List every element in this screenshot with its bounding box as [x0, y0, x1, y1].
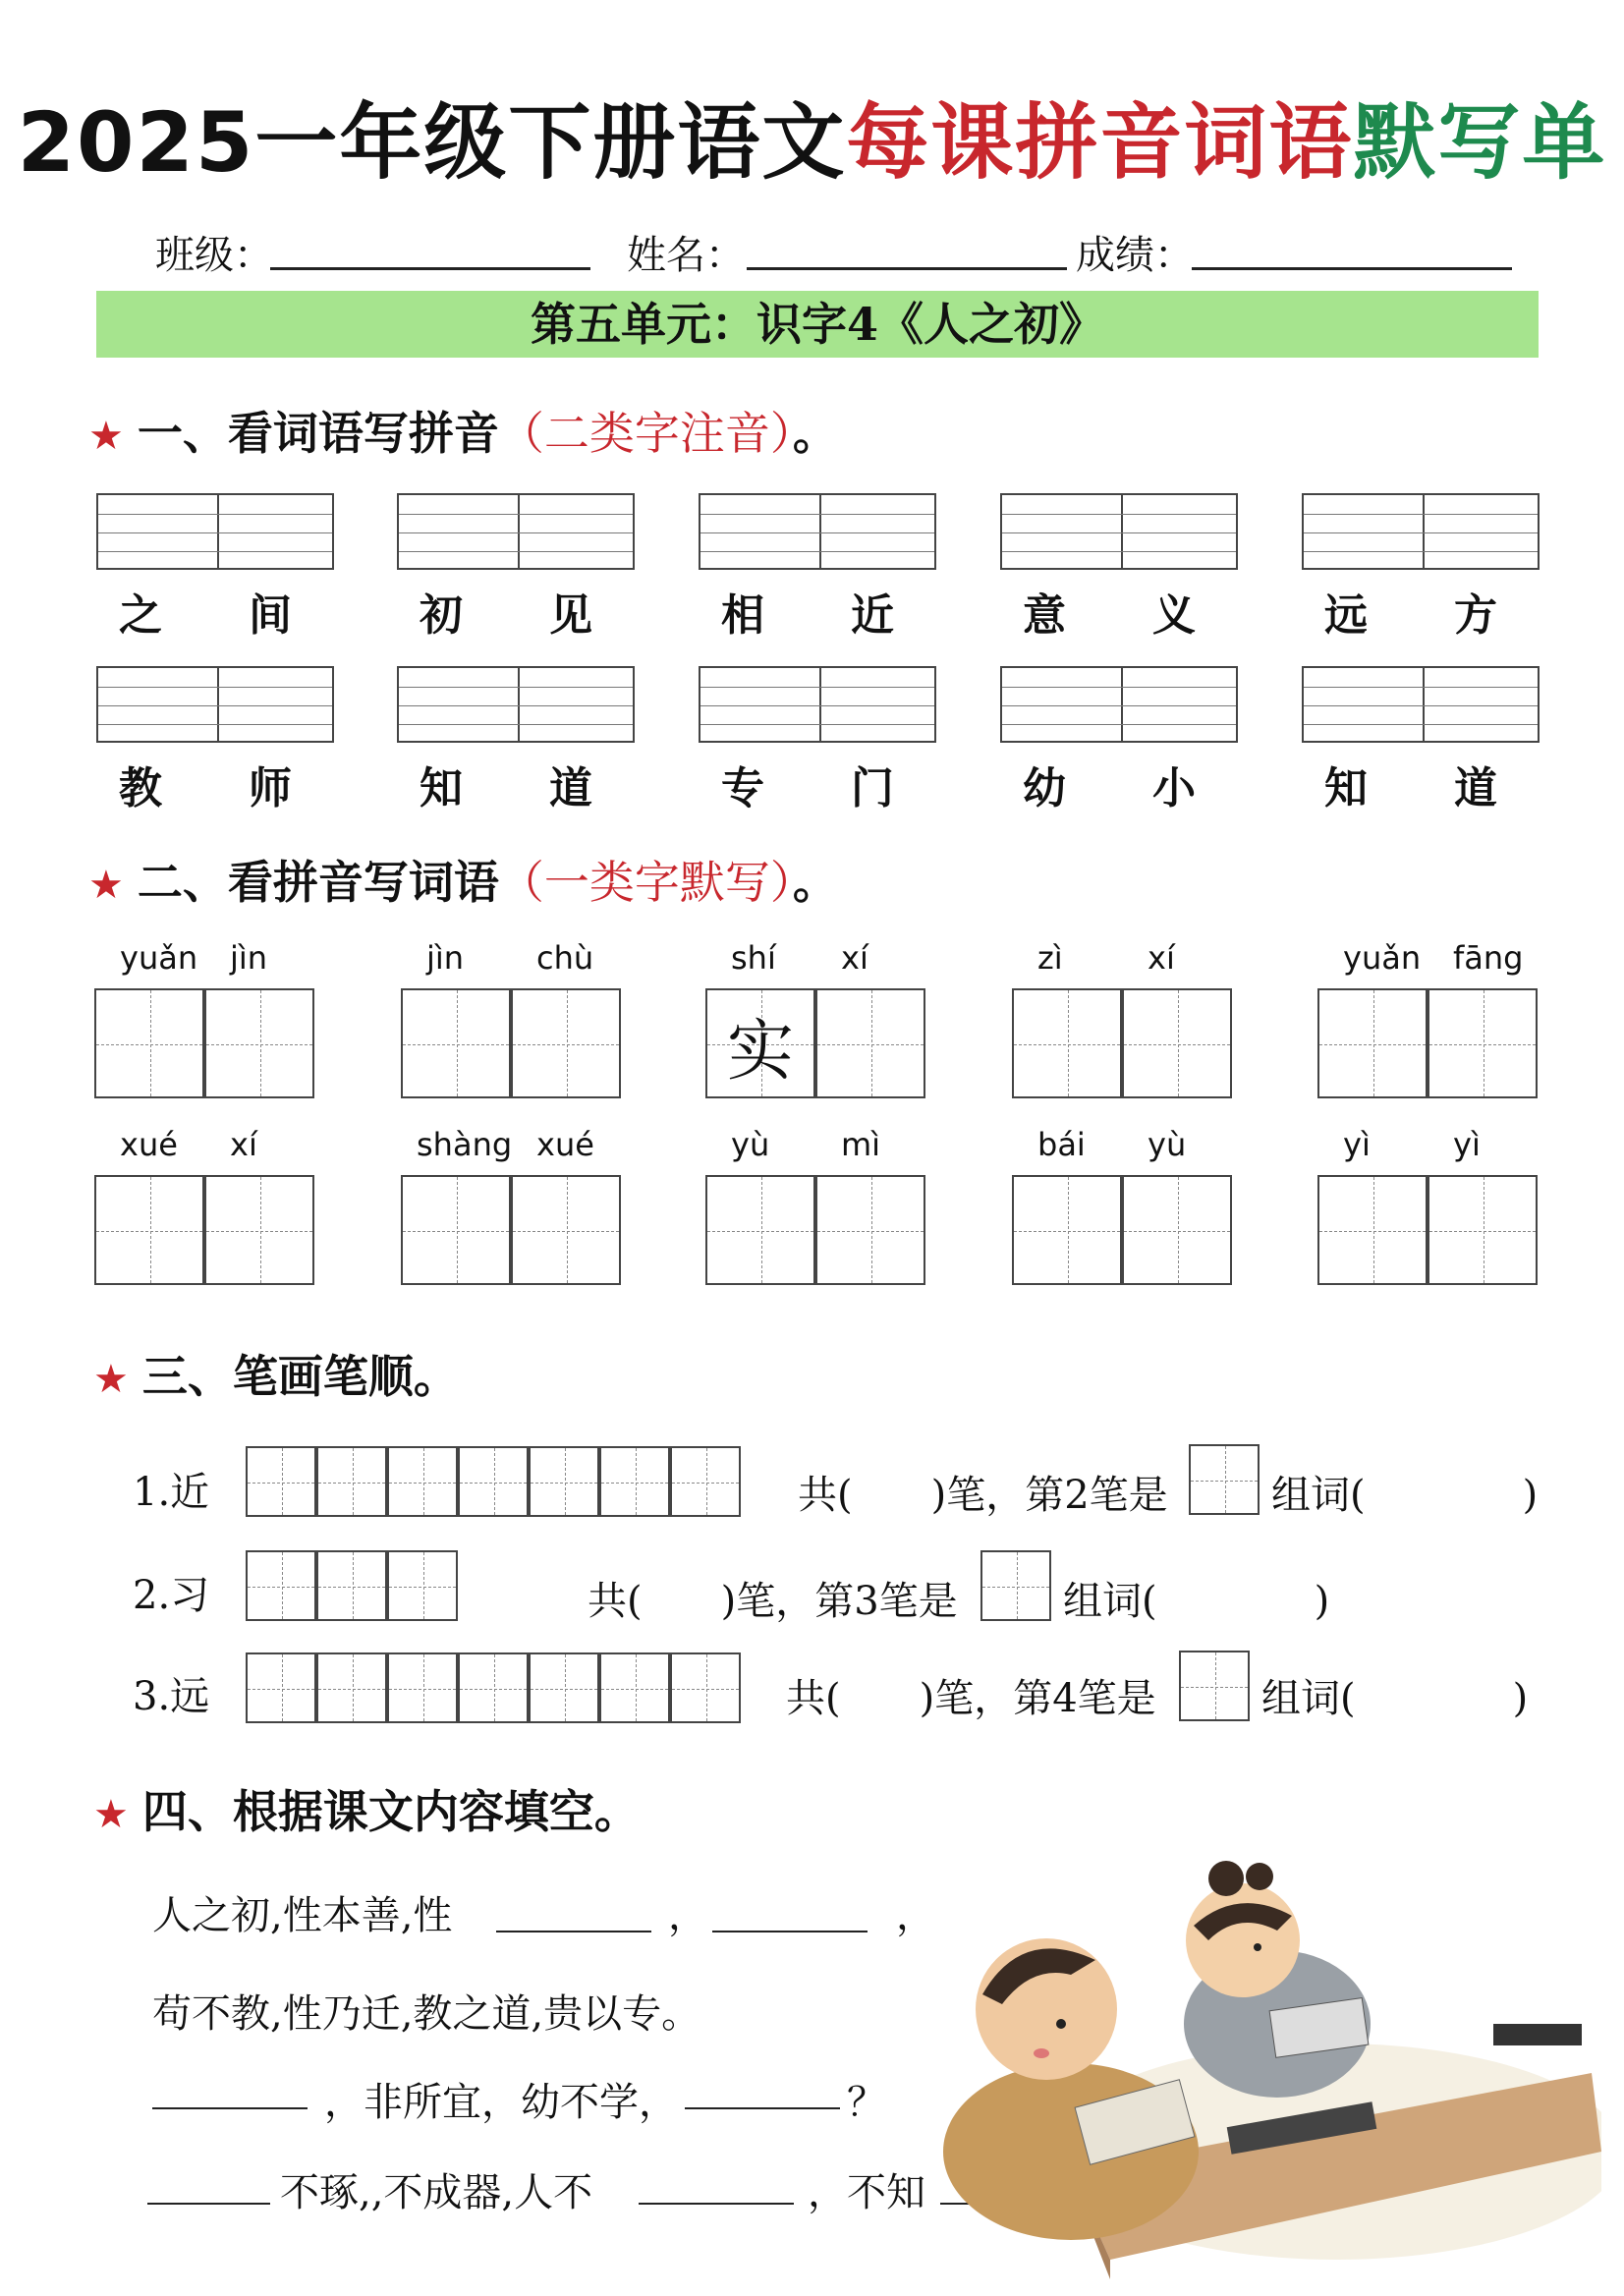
stroke-box[interactable] — [316, 1652, 387, 1723]
class-label: 班级： — [155, 233, 273, 278]
word-blank: 组词( ) — [1261, 1676, 1529, 1721]
word-char: 意 — [1023, 590, 1066, 641]
tianzige-box[interactable] — [94, 1175, 204, 1285]
tianzige-box[interactable] — [204, 988, 314, 1098]
stroke-row-label: 3.远 — [133, 1674, 210, 1719]
tianzige-box[interactable] — [204, 1175, 314, 1285]
pinyin-label: yì — [1453, 1126, 1481, 1163]
title-part-2: 每课拼音词语 — [846, 94, 1354, 191]
stroke-box[interactable] — [458, 1446, 529, 1517]
star-icon: ★ — [93, 1357, 129, 1402]
stroke-box[interactable] — [387, 1652, 458, 1723]
section1-heading: ★ 一、看词语写拼音（二类字注音）。 — [88, 407, 838, 460]
word-char: 门 — [851, 763, 894, 813]
tianzige-box[interactable] — [1012, 1175, 1122, 1285]
pinyin-answer-grid[interactable] — [1302, 666, 1540, 743]
stroke-box[interactable] — [529, 1652, 599, 1723]
star-icon: ★ — [88, 863, 124, 908]
unit-banner: 第五单元：识字4《人之初》 — [96, 291, 1539, 358]
tianzige-box[interactable] — [1317, 988, 1428, 1098]
tianzige-box[interactable] — [815, 988, 925, 1098]
word-char: 专 — [721, 763, 764, 813]
pinyin-label: jìn — [426, 939, 465, 977]
poem-line-2: 苟不教,性乃迁,教之道,贵以专。 — [152, 1991, 701, 2037]
punctuation: ？ — [847, 2080, 886, 2125]
punctuation: ， — [896, 1893, 935, 1938]
pinyin-label: mì — [841, 1126, 881, 1163]
word-char: 远 — [1324, 590, 1368, 641]
tianzige-box[interactable] — [705, 1175, 815, 1285]
pinyin-label: yuǎn — [120, 939, 198, 977]
pinyin-label: shàng — [417, 1126, 513, 1163]
stroke-box[interactable] — [529, 1446, 599, 1517]
section3-heading: ★ 三、笔画笔顺。 — [93, 1350, 459, 1403]
pinyin-label: yù — [731, 1126, 770, 1163]
poem-blank[interactable] — [496, 1931, 651, 1932]
pinyin-label: xí — [230, 1126, 257, 1163]
score-field[interactable] — [1192, 267, 1512, 270]
poem-blank[interactable] — [712, 1931, 868, 1932]
word-char: 之 — [119, 590, 162, 641]
poem-line-3: ，非所宜，幼不学， — [324, 2080, 678, 2125]
pinyin-label: xué — [120, 1126, 178, 1163]
section2-heading: ★ 二、看拼音写词语（一类字默写）。 — [88, 856, 838, 909]
tianzige-box[interactable] — [511, 1175, 621, 1285]
poem-blank[interactable] — [147, 2203, 270, 2205]
stroke-box[interactable] — [246, 1550, 316, 1621]
stroke-box[interactable] — [599, 1446, 670, 1517]
title-part-3: 默写单 — [1353, 94, 1607, 191]
star-icon: ★ — [93, 1792, 129, 1837]
stroke-answer-box[interactable] — [1189, 1444, 1260, 1515]
pinyin-label: xí — [841, 939, 868, 977]
page-title — [0, 77, 1624, 196]
stroke-answer-box[interactable] — [980, 1550, 1051, 1621]
pinyin-label: chù — [536, 939, 594, 977]
stroke-box[interactable] — [316, 1446, 387, 1517]
pinyin-answer-grid[interactable] — [1000, 493, 1238, 570]
poem-blank[interactable] — [639, 2203, 794, 2205]
stroke-box[interactable] — [387, 1446, 458, 1517]
stroke-box[interactable] — [599, 1652, 670, 1723]
poem-blank[interactable] — [685, 2107, 840, 2109]
poem-blank[interactable] — [152, 2107, 308, 2109]
word-char: 知 — [420, 763, 463, 813]
stroke-box[interactable] — [458, 1652, 529, 1723]
word-char: 相 — [721, 590, 764, 641]
tianzige-box[interactable] — [1428, 1175, 1538, 1285]
pinyin-label: bái — [1037, 1126, 1086, 1163]
word-char: 初 — [420, 590, 463, 641]
children-reading-illustration — [914, 1857, 1601, 2279]
word-char: 义 — [1152, 590, 1196, 641]
stroke-box[interactable] — [670, 1446, 741, 1517]
stroke-box[interactable] — [246, 1446, 316, 1517]
stroke-box[interactable] — [246, 1652, 316, 1723]
tianzige-box[interactable] — [815, 1175, 925, 1285]
poem-line-4: 不琢,,不成器,人不 — [280, 2170, 593, 2215]
pinyin-label: shí — [731, 939, 776, 977]
name-label: 姓名： — [627, 233, 745, 278]
punctuation: ， — [668, 1893, 707, 1938]
title-part-1: 2025一年级下册语文 — [17, 94, 847, 191]
pinyin-label: xué — [536, 1126, 594, 1163]
tianzige-box[interactable] — [1317, 1175, 1428, 1285]
stroke-answer-box[interactable] — [1179, 1651, 1250, 1721]
word-char: 幼 — [1023, 763, 1066, 813]
pinyin-answer-grid[interactable] — [397, 666, 635, 743]
stroke-total: 共( )笔，第4笔是 — [786, 1676, 1156, 1721]
word-char: 师 — [249, 763, 292, 813]
word-char: 教 — [119, 763, 162, 813]
tianzige-box[interactable] — [705, 988, 815, 1098]
tianzige-box[interactable] — [1122, 1175, 1232, 1285]
word-char: 道 — [549, 763, 592, 813]
section4-heading: ★ 四、根据课文内容填空。 — [93, 1785, 640, 1838]
pinyin-answer-grid[interactable] — [699, 666, 936, 743]
stroke-total: 共( )笔，第3笔是 — [588, 1579, 958, 1624]
word-char: 间 — [249, 590, 292, 641]
pinyin-label: zì — [1037, 939, 1063, 977]
stroke-box[interactable] — [316, 1550, 387, 1621]
stroke-total: 共( )笔，第2笔是 — [798, 1473, 1168, 1518]
word-char: 知 — [1324, 763, 1368, 813]
stroke-row-label: 2.习 — [133, 1573, 210, 1618]
tianzige-box[interactable] — [1122, 988, 1232, 1098]
class-field[interactable] — [270, 267, 590, 270]
pinyin-label: yù — [1148, 1126, 1187, 1163]
stroke-row-label: 1.近 — [133, 1470, 210, 1515]
stroke-box[interactable] — [387, 1550, 458, 1621]
poem-line-1: 人之初,性本善,性 — [152, 1893, 453, 1938]
poem-line-4b: ，不知 — [808, 2170, 925, 2215]
pinyin-answer-grid[interactable] — [397, 493, 635, 570]
tianzige-box[interactable] — [94, 988, 204, 1098]
pinyin-label: xí — [1148, 939, 1175, 977]
word-blank: 组词( ) — [1271, 1473, 1539, 1518]
word-char: 近 — [851, 590, 894, 641]
pinyin-label: jìn — [230, 939, 268, 977]
word-blank: 组词( ) — [1063, 1579, 1330, 1624]
prefilled-char: 实 — [726, 1013, 794, 1091]
pinyin-answer-grid[interactable] — [1302, 493, 1540, 570]
word-char: 方 — [1454, 590, 1497, 641]
pinyin-label: fāng — [1453, 939, 1524, 977]
tianzige-box[interactable] — [1428, 988, 1538, 1098]
word-char: 道 — [1454, 763, 1497, 813]
pinyin-answer-grid[interactable] — [96, 493, 334, 570]
word-char: 小 — [1152, 763, 1196, 813]
pinyin-label: yì — [1343, 1126, 1371, 1163]
pinyin-answer-grid[interactable] — [96, 666, 334, 743]
word-char: 见 — [549, 590, 592, 641]
tianzige-box[interactable] — [1012, 988, 1122, 1098]
tianzige-box[interactable] — [401, 1175, 511, 1285]
tianzige-box[interactable] — [511, 988, 621, 1098]
pinyin-answer-grid[interactable] — [699, 493, 936, 570]
star-icon: ★ — [88, 414, 124, 459]
pinyin-label: yuǎn — [1343, 939, 1422, 977]
pinyin-answer-grid[interactable] — [1000, 666, 1238, 743]
name-field[interactable] — [747, 267, 1067, 270]
tianzige-box[interactable] — [401, 988, 511, 1098]
score-label: 成绩： — [1076, 233, 1194, 278]
stroke-box[interactable] — [670, 1652, 741, 1723]
